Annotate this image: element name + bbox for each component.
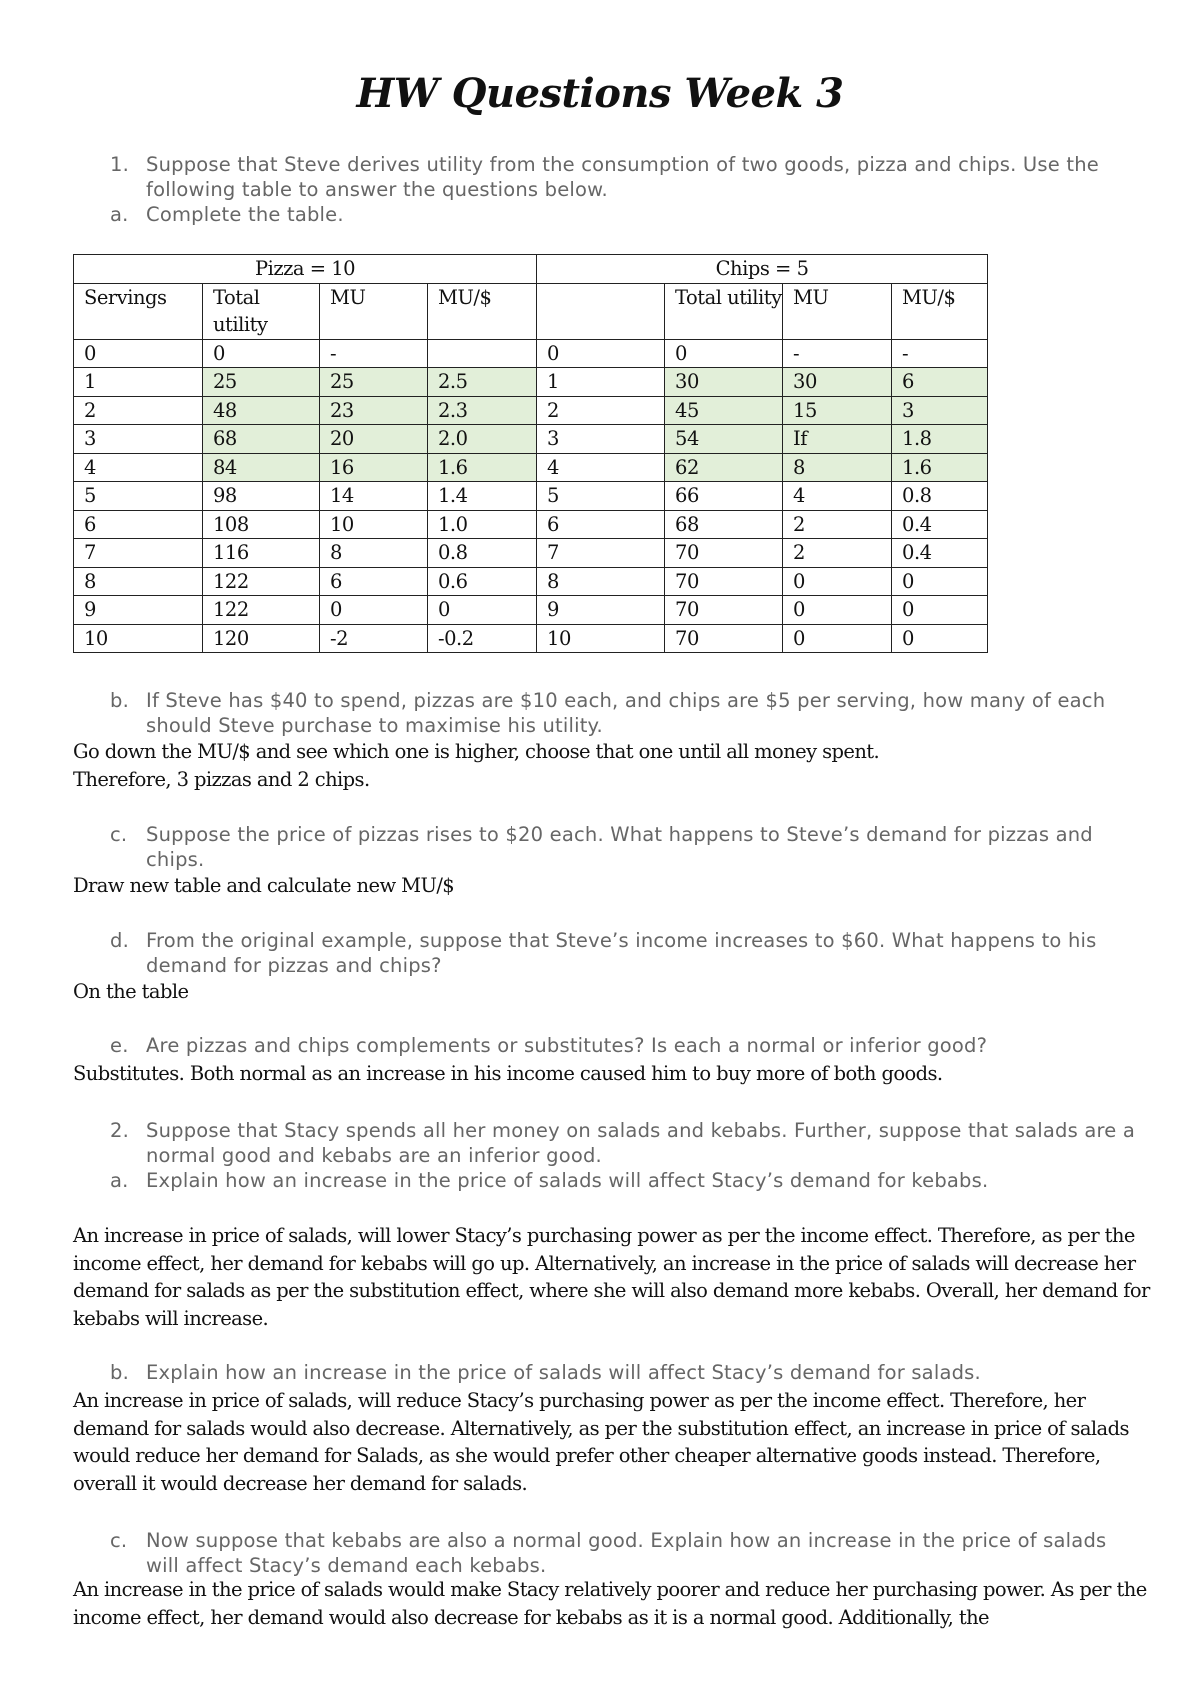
question-1e [110,1033,1136,1058]
utility-table [73,254,988,653]
table-cell: 0.8 [892,482,988,511]
table-cell: 3 [74,425,203,454]
table-cell: 25 [320,368,428,397]
table-cell: 116 [203,539,320,568]
table-row [74,368,988,397]
table-cell: 68 [665,510,783,539]
table-cell: -0.2 [428,624,537,653]
question-2c-label: c. [110,1529,128,1552]
table-cell: 0.4 [892,510,988,539]
question-1c-label: c. [110,823,128,846]
table-cell: 108 [203,510,320,539]
table-cell: 1 [74,368,203,397]
table-cell: 68 [203,425,320,454]
table-cell: 15 [783,396,892,425]
table-cell: 2 [537,396,665,425]
answer-2a: An increase in price of salads, will lower Stacy’s purchasing power as per the income effect. Therefore, as per the income effect, her demand for kebabs will go up. Alternatively, an increase in the price of salads will decrease her demand for salads as per the substitution effect, where she will also demand more kebabs. Overall, her demand for kebabs will increase. [73,1224,1150,1330]
table-row [74,596,988,625]
table-cell: 2.5 [428,368,537,397]
column-header: Total utility [665,283,783,339]
question-1d-text: From the original example, suppose that Steve’s income increases to $60. What happens to his demand for pizzas and chips? [146,929,1097,977]
table-cell: 20 [320,425,428,454]
question-2c [110,1528,1136,1578]
table-cell: - [320,339,428,368]
table-cell: 8 [320,539,428,568]
table-cell: 6 [74,510,203,539]
column-header: MU/$ [892,283,988,339]
table-cell: 0.6 [428,567,537,596]
table-cell: 10 [537,624,665,653]
question-2b [110,1360,1136,1385]
answer-1c: Draw new table and calculate new MU/$ [73,874,455,897]
table-cell: - [892,339,988,368]
table-cell: 1.0 [428,510,537,539]
question-1a-text: Complete the table. [146,203,344,226]
table-row [74,453,988,482]
table-cell: 4 [74,453,203,482]
table-cell: - [783,339,892,368]
table-cell: 98 [203,482,320,511]
question-1c-text: Suppose the price of pizzas rises to $20 each. What happens to Steve’s demand for pizzas and chips. [146,823,1093,871]
table-cell: 70 [665,624,783,653]
table-cell: 1 [537,368,665,397]
table-cell: 66 [665,482,783,511]
question-1-number: 1. [110,153,130,176]
column-header: Servings [74,283,203,339]
question-1e-text: Are pizzas and chips complements or substitutes? Is each a normal or inferior good? [146,1034,988,1057]
table-cell: 6 [892,368,988,397]
table-cell: 0 [783,567,892,596]
table-cell: 7 [74,539,203,568]
table-cell: 0 [537,339,665,368]
table-cell: 122 [203,596,320,625]
table-cell: 1.8 [892,425,988,454]
table-cell: 0 [783,624,892,653]
table-cell: 122 [203,567,320,596]
table-cell: 8 [783,453,892,482]
question-2b-text: Explain how an increase in the price of salads will affect Stacy’s demand for salads. [146,1361,981,1384]
question-1 [110,152,1136,202]
table-cell: 0 [892,624,988,653]
answer-1e: Substitutes. Both normal as an increase in his income caused him to buy more of both goods. [73,1062,943,1085]
column-header: MU [783,283,892,339]
table-cell: 8 [74,567,203,596]
table-cell: 70 [665,539,783,568]
table-cell: 120 [203,624,320,653]
table-cell: -2 [320,624,428,653]
table-cell: 3 [537,425,665,454]
question-1c [110,822,1136,872]
chips-header: Chips = 5 [537,255,988,284]
page-title: HW Questions Week 3 [356,70,844,117]
answer-2b: An increase in price of salads, will reduce Stacy’s purchasing power as per the income effect. Therefore, her demand for salads would also decrease. Alternatively, as per the substitution effect, an increase in price of salads would reduce her demand for Salads, as she would prefer other cheaper alternative goods instead. Therefore, overall it would decrease her demand for salads. [73,1389,1129,1495]
table-cell: 5 [74,482,203,511]
column-header: MU [320,283,428,339]
question-2 [110,1118,1136,1168]
question-2a [110,1168,1136,1193]
table-cell [428,339,537,368]
table-cell: 9 [537,596,665,625]
question-1d-label: d. [110,929,129,952]
table-cell: 2 [783,539,892,568]
table-row [74,539,988,568]
table-row [74,567,988,596]
question-1b-label: b. [110,689,129,712]
table-cell: 2 [74,396,203,425]
table-cell: 0 [320,596,428,625]
table-cell: 0 [783,596,892,625]
table-cell: 10 [320,510,428,539]
table-cell: 30 [665,368,783,397]
table-cell: 0 [428,596,537,625]
table-cell: 54 [665,425,783,454]
question-2c-text: Now suppose that kebabs are also a normal good. Explain how an increase in the price of salads will affect Stacy’s demand each kebabs. [146,1529,1107,1577]
table-row [74,624,988,653]
question-2b-label: b. [110,1361,129,1384]
table-cell: 0.4 [892,539,988,568]
table-cell: 2 [783,510,892,539]
table-cell: 16 [320,453,428,482]
table-cell: 5 [537,482,665,511]
table-cell: 3 [892,396,988,425]
table-cell: 0 [203,339,320,368]
table-cell: 2.0 [428,425,537,454]
table-cell: 48 [203,396,320,425]
table-cell: If [783,425,892,454]
column-header [537,283,665,339]
question-2a-text: Explain how an increase in the price of salads will affect Stacy’s demand for kebabs. [146,1169,989,1192]
table-cell: 70 [665,596,783,625]
table-cell: 6 [537,510,665,539]
table-row [74,510,988,539]
pizza-header: Pizza = 10 [74,255,537,284]
question-1a [110,202,1136,227]
table-cell: 1.4 [428,482,537,511]
table-cell: 6 [320,567,428,596]
table-cell: 0.8 [428,539,537,568]
table-row [74,482,988,511]
question-2a-label: a. [110,1169,129,1192]
table-cell: 2.3 [428,396,537,425]
table-row [74,425,988,454]
table-cell: 23 [320,396,428,425]
table-cell: 45 [665,396,783,425]
question-1b-text: If Steve has $40 to spend, pizzas are $10 each, and chips are $5 per serving, how many of each should Steve purchase to maximise his utility. [146,689,1106,737]
table-cell: 1.6 [892,453,988,482]
table-group-header-row [74,255,988,284]
table-cell: 8 [537,567,665,596]
column-header: MU/$ [428,283,537,339]
table-cell: 0 [74,339,203,368]
table-cell: 10 [74,624,203,653]
table-cell: 62 [665,453,783,482]
question-2-number: 2. [110,1119,130,1142]
answer-2c: An increase in the price of salads would make Stacy relatively poorer and reduce her purchasing power. As per the income effect, her demand would also decrease for kebabs as it is a normal good. Additionally, the [73,1578,1147,1629]
question-1e-label: e. [110,1034,129,1057]
table-row [74,396,988,425]
table-cell: 4 [783,482,892,511]
table-row [74,339,988,368]
answer-1d: On the table [73,980,189,1003]
table-cell: 7 [537,539,665,568]
table-cell: 0 [892,596,988,625]
question-1a-label: a. [110,203,129,226]
table-cell: 14 [320,482,428,511]
table-cell: 70 [665,567,783,596]
table-column-header-row [74,283,988,339]
table-cell: 4 [537,453,665,482]
table-cell: 1.6 [428,453,537,482]
question-1d [110,928,1136,978]
column-header: Total utility [203,283,320,339]
table-cell: 0 [665,339,783,368]
answer-1b-line-2: Therefore, 3 pizzas and 2 chips. [73,768,370,791]
table-cell: 0 [892,567,988,596]
table-cell: 30 [783,368,892,397]
question-1-text: Suppose that Steve derives utility from the consumption of two goods, pizza and chips. Use the following table to answer the questions below. [146,153,1099,201]
question-1b [110,688,1136,738]
answer-1b-line-1: Go down the MU/$ and see which one is higher, choose that one until all money spent. [73,740,880,763]
table-cell: 9 [74,596,203,625]
table-cell: 84 [203,453,320,482]
table-cell: 25 [203,368,320,397]
question-2-text: Suppose that Stacy spends all her money on salads and kebabs. Further, suppose that salads are a normal good and kebabs are an inferior good. [146,1119,1136,1167]
